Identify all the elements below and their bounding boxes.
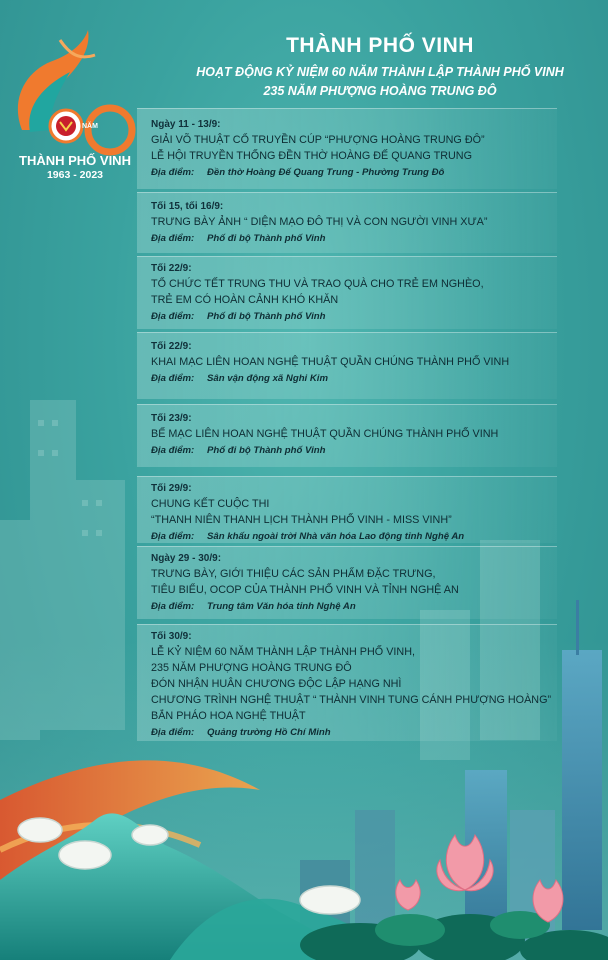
event-line: CHUNG KẾT CUỘC THI [151,498,270,510]
location-label: Địa điểm: [151,727,195,738]
location-label: Địa điểm: [151,311,195,322]
event-date: Ngày 11 - 13/9: [151,119,221,130]
event-location [151,725,553,740]
event-line: 235 NĂM PHƯỢNG HOÀNG TRUNG ĐÔ [151,662,352,674]
event-date: Tối 22/9: [151,341,192,352]
event-panel [137,546,557,619]
event-line: TIÊU BIỂU, OCOP CỦA THÀNH PHỐ VINH VÀ TỈNH NGHỆ AN [151,584,459,596]
event-location [151,309,553,324]
location-label: Địa điểm: [151,531,195,542]
location-label: Địa điểm: [151,445,195,456]
event-line: LỄ HỘI TRUYỀN THỐNG ĐỀN THỜ HOÀNG ĐẾ QUANG TRUNG [151,150,473,162]
location-value: Trung tâm Văn hóa tỉnh Nghệ An [207,601,356,612]
event-location [151,599,553,614]
location-value: Phố đi bộ Thành phố Vinh [207,445,326,456]
event-panel [137,476,557,543]
event-item [151,413,553,458]
logo-city-name: THÀNH PHỐ VINH [19,153,131,168]
event-line: KHAI MẠC LIÊN HOAN NGHỆ THUẬT QUẦN CHÚNG THÀNH PHỐ VINH [151,356,510,368]
event-item [151,553,553,614]
location-label: Địa điểm: [151,233,195,244]
event-panel [137,332,557,399]
event-panel [137,256,557,329]
event-panel [137,192,557,253]
event-line: TRẺ EM CÓ HOÀN CẢNH KHÓ KHĂN [151,294,339,306]
event-item [151,201,553,246]
event-date: Tối 23/9: [151,413,192,424]
event-line: TỔ CHỨC TẾT TRUNG THU VÀ TRAO QUÀ CHO TRẺ EM NGHÈO, [151,278,484,290]
event-panel [137,108,557,189]
event-panel [137,624,557,741]
event-item [151,119,553,180]
event-item [151,483,553,544]
event-item [151,263,553,324]
event-date: Tối 22/9: [151,263,192,274]
event-date: Ngày 29 - 30/9: [151,553,222,564]
event-line: BẾ MẠC LIÊN HOAN NGHỆ THUẬT QUẦN CHÚNG THÀNH PHỐ VINH [151,428,499,440]
event-line: TRƯNG BÀY ẢNH “ DIỆN MẠO ĐÔ THỊ VÀ CON NGƯỜI VINH XƯA” [151,216,488,228]
event-location [151,443,553,458]
location-label: Địa điểm: [151,167,195,178]
event-date: Tối 15, tối 16/9: [151,201,224,212]
logo-badge-text: NĂM [82,123,98,130]
location-label: Địa điểm: [151,601,195,612]
event-line: CHƯƠNG TRÌNH NGHỆ THUẬT “ THÀNH VINH TUNG CÁNH PHƯỢNG HOÀNG” [151,694,552,706]
event-line: BẮN PHÁO HOA NGHỆ THUẬT [151,710,306,722]
event-location [151,165,553,180]
event-location [151,371,553,386]
event-line: ĐÓN NHẬN HUÂN CHƯƠNG ĐỘC LẬP HẠNG NHÌ [151,678,402,690]
event-date: Tối 30/9: [151,631,192,642]
location-label: Địa điểm: [151,373,195,384]
location-value: Quảng trường Hồ Chí Minh [207,727,331,738]
page-subtitle-1: HOẠT ĐỘNG KỶ NIỆM 60 NĂM THÀNH LẬP THÀNH PHỐ VINH [196,65,564,79]
logo-years: 1963 - 2023 [46,169,104,181]
event-item [151,341,553,386]
event-location [151,529,553,544]
event-line: GIẢI VÕ THUẬT CỔ TRUYỀN CÚP “PHƯỢNG HOÀNG TRUNG ĐÔ” [151,134,485,146]
page-subtitle-2: 235 NĂM PHƯỢNG HOÀNG TRUNG ĐÔ [263,84,497,98]
event-date: Tối 29/9: [151,483,192,494]
event-item [151,631,553,740]
location-value: Phố đi bộ Thành phố Vinh [207,311,326,322]
location-value: Phố đi bộ Thành phố Vinh [207,233,326,244]
page-title: THÀNH PHỐ VINH [286,34,474,57]
event-line: TRƯNG BÀY, GIỚI THIỆU CÁC SẢN PHẨM ĐẶC TRƯNG, [151,568,436,580]
event-line: “THANH NIÊN THANH LỊCH THÀNH PHỐ VINH - MISS VINH” [151,514,452,526]
location-value: Sân khấu ngoài trời Nhà văn hóa Lao động tỉnh Nghệ An [207,531,465,542]
location-value: Đền thờ Hoàng Đế Quang Trung - Phường Trung Đô [207,167,445,178]
event-location [151,231,553,246]
event-panel [137,404,557,467]
event-line: LỄ KỶ NIỆM 60 NĂM THÀNH LẬP THÀNH PHỐ VINH, [151,646,415,658]
location-value: Sân vận động xã Nghi Kim [207,373,329,384]
